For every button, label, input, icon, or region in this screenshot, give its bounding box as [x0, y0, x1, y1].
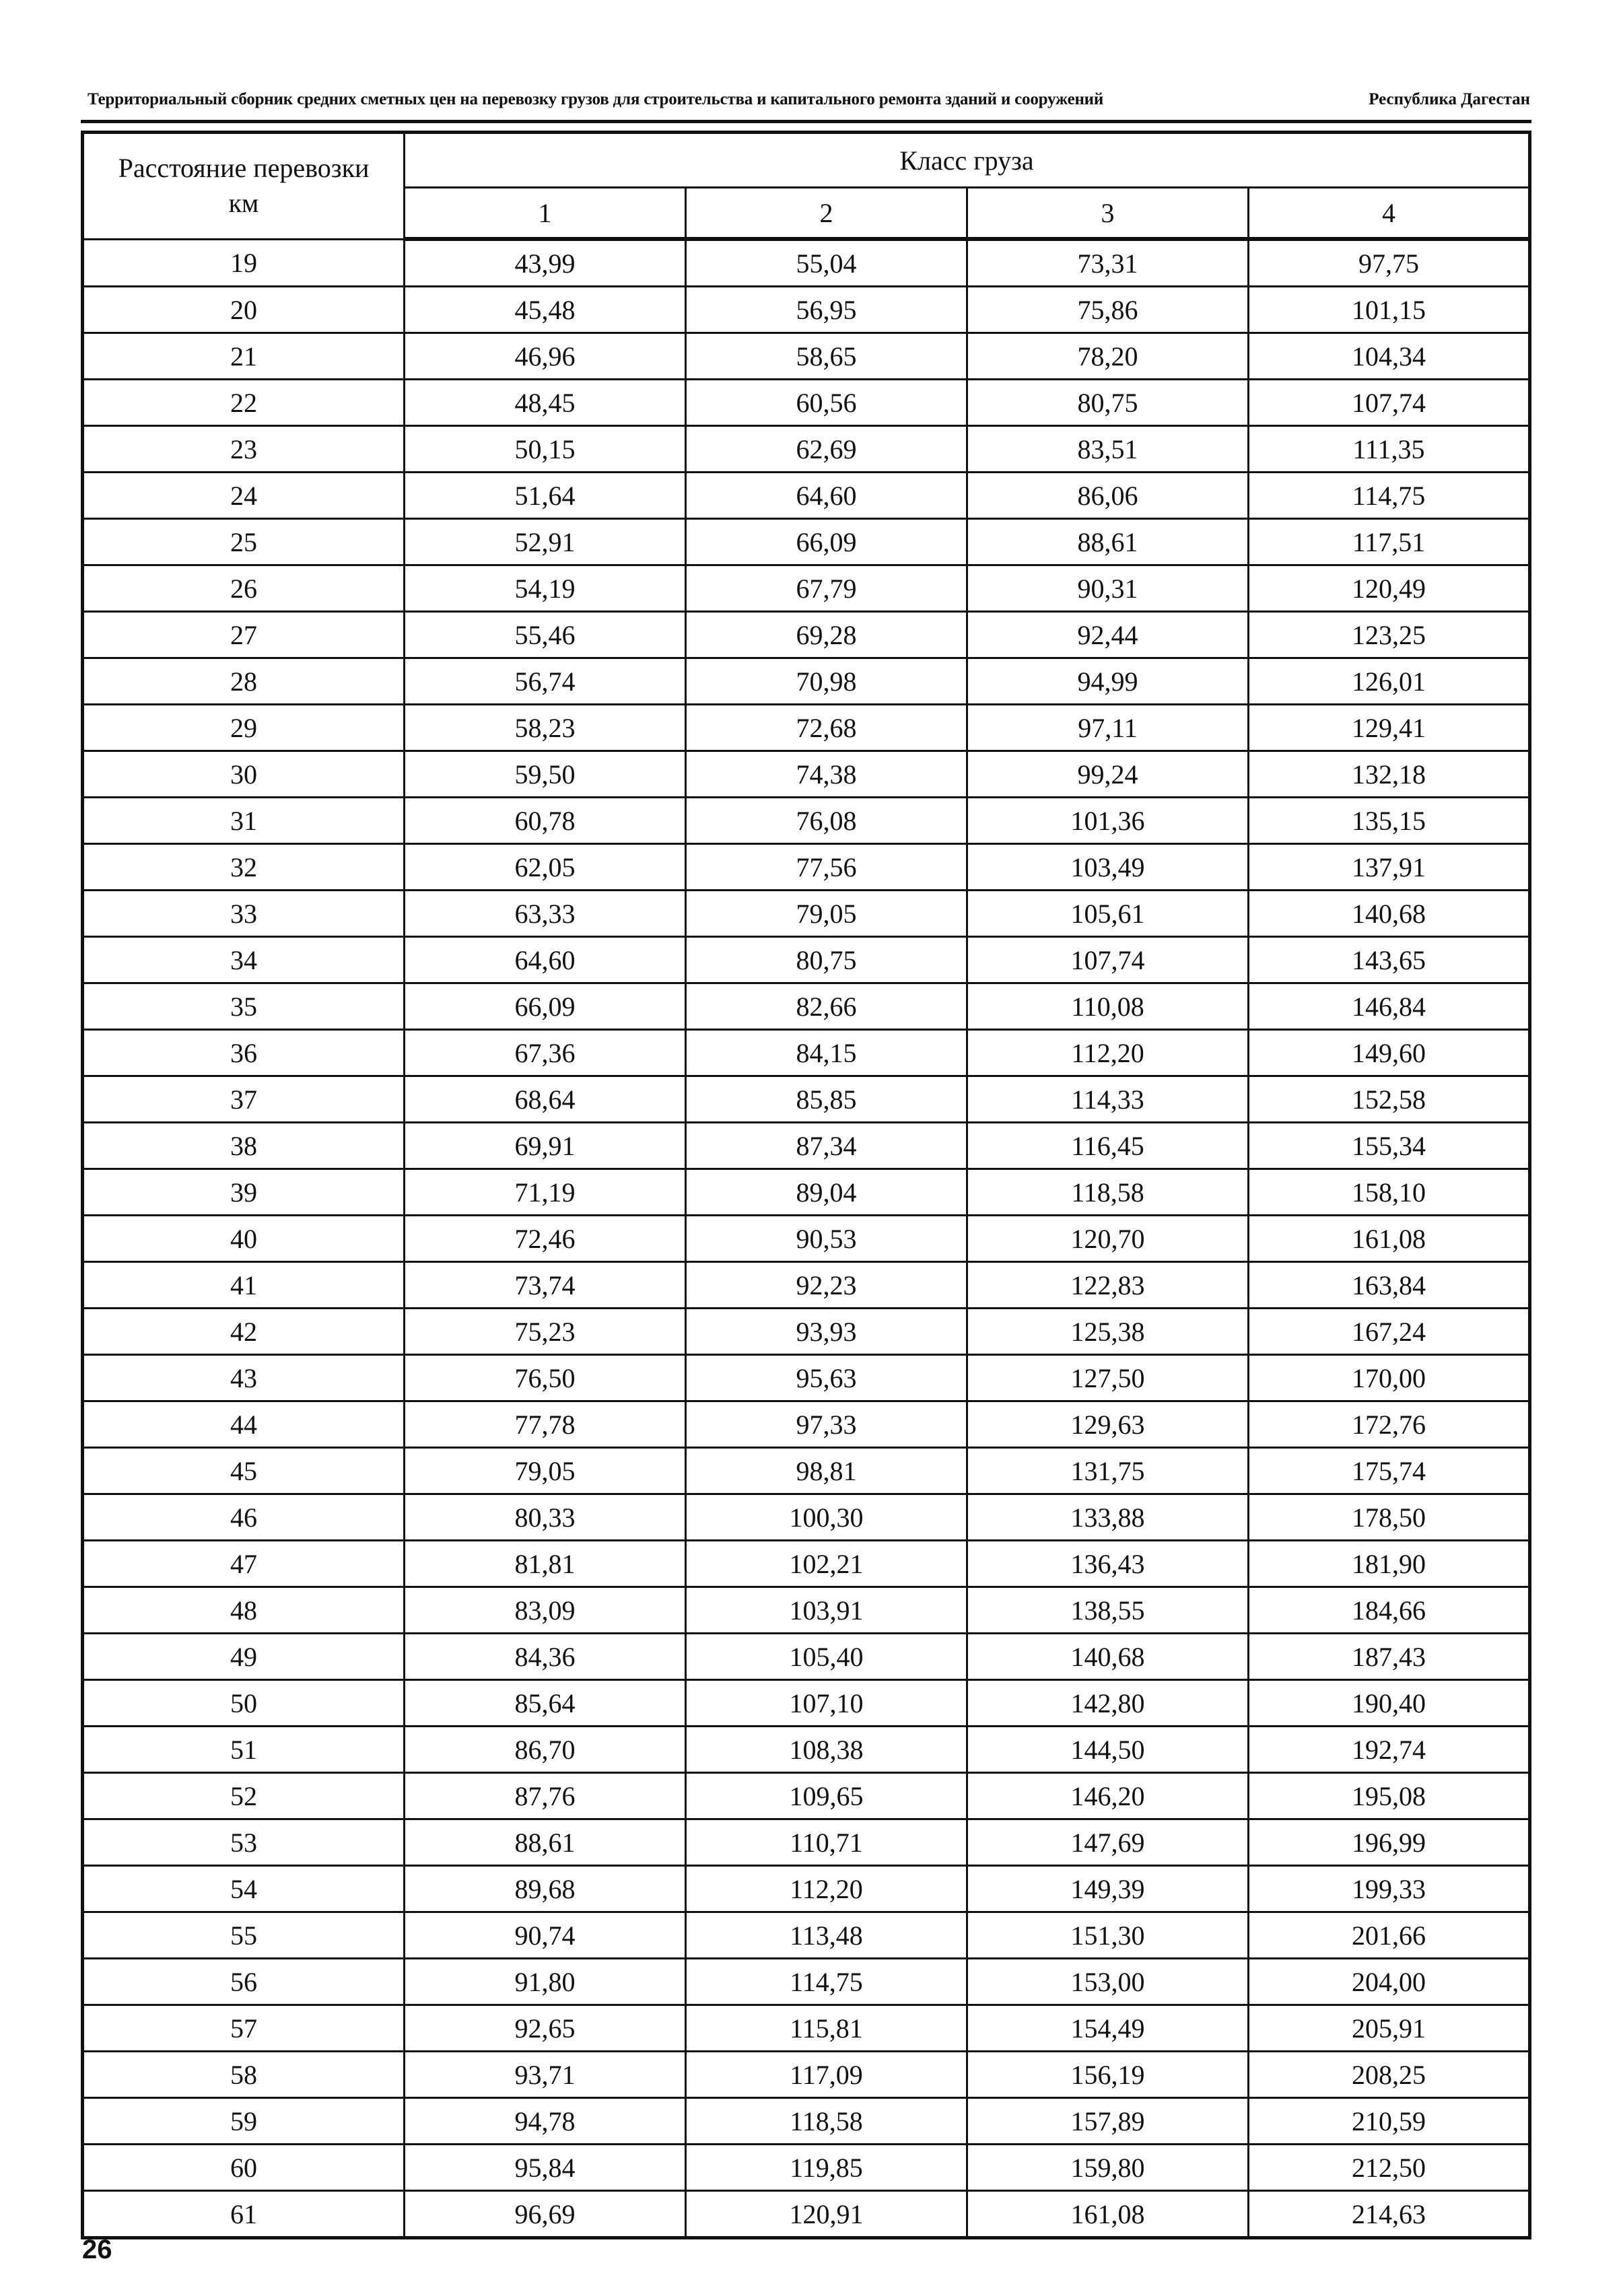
rate-cell: 153,00	[967, 1959, 1249, 2005]
rate-cell: 91,80	[405, 1959, 686, 2005]
rate-cell: 58,65	[686, 333, 967, 380]
table-row	[83, 1819, 1530, 1866]
rate-cell: 107,74	[1249, 380, 1530, 426]
rate-cell: 80,75	[686, 937, 967, 983]
distance-cell: 20	[83, 287, 405, 333]
rate-cell: 172,76	[1249, 1401, 1530, 1448]
rate-cell: 87,76	[405, 1773, 686, 1819]
rate-cell: 129,41	[1249, 705, 1530, 751]
table-body	[83, 239, 1530, 2238]
table-row	[83, 1959, 1530, 2005]
rate-cell: 129,63	[967, 1401, 1249, 1448]
distance-cell: 21	[83, 333, 405, 380]
rate-cell: 80,75	[967, 380, 1249, 426]
rate-cell: 131,75	[967, 1448, 1249, 1494]
distance-cell: 34	[83, 937, 405, 983]
rate-cell: 201,66	[1249, 1912, 1530, 1959]
table-row	[83, 1216, 1530, 1262]
rate-cell: 77,56	[686, 844, 967, 891]
rate-cell: 79,05	[405, 1448, 686, 1494]
table-row	[83, 2191, 1530, 2238]
rate-cell: 137,91	[1249, 844, 1530, 891]
table-header-row	[83, 133, 1530, 188]
table-row	[83, 565, 1530, 612]
rate-cell: 110,71	[686, 1819, 967, 1866]
table-row	[83, 1494, 1530, 1541]
rate-cell: 111,35	[1249, 426, 1530, 473]
rate-cell: 97,11	[967, 705, 1249, 751]
rate-cell: 55,04	[686, 239, 967, 287]
rate-cell: 66,09	[405, 983, 686, 1030]
rate-cell: 113,48	[686, 1912, 967, 1959]
table-row	[83, 1401, 1530, 1448]
distance-cell: 38	[83, 1123, 405, 1169]
rate-cell: 93,93	[686, 1309, 967, 1355]
rate-cell: 120,49	[1249, 565, 1530, 612]
rate-cell: 64,60	[686, 473, 967, 519]
rate-cell: 72,46	[405, 1216, 686, 1262]
rate-cell: 103,91	[686, 1587, 967, 1634]
rate-cell: 159,80	[967, 2145, 1249, 2191]
transport-rates-table	[81, 131, 1531, 2239]
rate-cell: 104,34	[1249, 333, 1530, 380]
rate-cell: 81,81	[405, 1541, 686, 1587]
distance-cell: 58	[83, 2052, 405, 2098]
rate-cell: 107,74	[967, 937, 1249, 983]
class-column-header: 3	[967, 188, 1249, 240]
table-row	[83, 1773, 1530, 1819]
rate-cell: 101,36	[967, 798, 1249, 844]
rate-cell: 55,46	[405, 612, 686, 658]
rate-cell: 102,21	[686, 1541, 967, 1587]
table-row	[83, 1727, 1530, 1773]
table-row	[83, 1309, 1530, 1355]
rate-cell: 90,74	[405, 1912, 686, 1959]
table-row	[83, 1355, 1530, 1401]
table-row	[83, 473, 1530, 519]
rate-cell: 212,50	[1249, 2145, 1530, 2191]
rate-cell: 89,04	[686, 1169, 967, 1216]
distance-cell: 32	[83, 844, 405, 891]
rate-cell: 138,55	[967, 1587, 1249, 1634]
rate-cell: 161,08	[967, 2191, 1249, 2238]
rate-cell: 101,15	[1249, 287, 1530, 333]
rate-cell: 119,85	[686, 2145, 967, 2191]
rate-cell: 56,74	[405, 658, 686, 705]
rate-cell: 54,19	[405, 565, 686, 612]
rate-cell: 163,84	[1249, 1262, 1530, 1309]
rate-cell: 60,56	[686, 380, 967, 426]
distance-cell: 26	[83, 565, 405, 612]
rate-cell: 170,00	[1249, 1355, 1530, 1401]
rate-cell: 83,51	[967, 426, 1249, 473]
table-row	[83, 937, 1530, 983]
table-row	[83, 2145, 1530, 2191]
rate-cell: 73,74	[405, 1262, 686, 1309]
rate-cell: 67,36	[405, 1030, 686, 1076]
distance-cell: 23	[83, 426, 405, 473]
rate-cell: 85,85	[686, 1076, 967, 1123]
rate-cell: 59,50	[405, 751, 686, 798]
distance-cell: 33	[83, 891, 405, 937]
rate-cell: 80,33	[405, 1494, 686, 1541]
rate-cell: 204,00	[1249, 1959, 1530, 2005]
rate-cell: 114,75	[1249, 473, 1530, 519]
rate-cell: 175,74	[1249, 1448, 1530, 1494]
rate-cell: 97,33	[686, 1401, 967, 1448]
table-row	[83, 1866, 1530, 1912]
rate-cell: 85,64	[405, 1680, 686, 1727]
distance-cell: 50	[83, 1680, 405, 1727]
table-row	[83, 751, 1530, 798]
rate-cell: 214,63	[1249, 2191, 1530, 2238]
rate-cell: 142,80	[967, 1680, 1249, 1727]
distance-header-unit: км	[228, 188, 259, 219]
rate-cell: 63,33	[405, 891, 686, 937]
rate-cell: 140,68	[967, 1634, 1249, 1680]
rate-cell: 152,58	[1249, 1076, 1530, 1123]
rate-cell: 161,08	[1249, 1216, 1530, 1262]
rate-cell: 79,05	[686, 891, 967, 937]
rate-cell: 110,08	[967, 983, 1249, 1030]
rate-cell: 199,33	[1249, 1866, 1530, 1912]
rate-cell: 158,10	[1249, 1169, 1530, 1216]
distance-cell: 40	[83, 1216, 405, 1262]
rate-cell: 67,79	[686, 565, 967, 612]
distance-cell: 45	[83, 1448, 405, 1494]
rate-cell: 156,19	[967, 2052, 1249, 2098]
rate-cell: 71,19	[405, 1169, 686, 1216]
rate-cell: 95,84	[405, 2145, 686, 2191]
table-row	[83, 983, 1530, 1030]
distance-cell: 24	[83, 473, 405, 519]
table-row	[83, 1912, 1530, 1959]
rate-cell: 123,25	[1249, 612, 1530, 658]
rate-cell: 154,49	[967, 2005, 1249, 2052]
table-row	[83, 287, 1530, 333]
rate-cell: 105,40	[686, 1634, 967, 1680]
table-row	[83, 798, 1530, 844]
rate-cell: 167,24	[1249, 1309, 1530, 1355]
rate-cell: 100,30	[686, 1494, 967, 1541]
rate-cell: 52,91	[405, 519, 686, 565]
rate-cell: 92,44	[967, 612, 1249, 658]
distance-cell: 43	[83, 1355, 405, 1401]
rate-cell: 135,15	[1249, 798, 1530, 844]
rate-cell: 73,31	[967, 239, 1249, 287]
distance-cell: 39	[83, 1169, 405, 1216]
rate-cell: 115,81	[686, 2005, 967, 2052]
rate-cell: 208,25	[1249, 2052, 1530, 2098]
rate-cell: 64,60	[405, 937, 686, 983]
table-row	[83, 1076, 1530, 1123]
rate-cell: 97,75	[1249, 239, 1530, 287]
distance-cell: 37	[83, 1076, 405, 1123]
distance-cell: 57	[83, 2005, 405, 2052]
table-row	[83, 1262, 1530, 1309]
distance-cell: 44	[83, 1401, 405, 1448]
rate-cell: 114,75	[686, 1959, 967, 2005]
rate-cell: 92,65	[405, 2005, 686, 2052]
rate-cell: 184,66	[1249, 1587, 1530, 1634]
rate-cell: 99,24	[967, 751, 1249, 798]
rate-cell: 127,50	[967, 1355, 1249, 1401]
class-column-header: 2	[686, 188, 967, 240]
rate-cell: 94,99	[967, 658, 1249, 705]
rate-cell: 75,86	[967, 287, 1249, 333]
rate-cell: 48,45	[405, 380, 686, 426]
distance-cell: 27	[83, 612, 405, 658]
table-row	[83, 612, 1530, 658]
rate-cell: 75,23	[405, 1309, 686, 1355]
rates-table-container	[81, 131, 1531, 2229]
running-header	[81, 79, 1531, 123]
rate-cell: 118,58	[967, 1169, 1249, 1216]
table-row	[83, 519, 1530, 565]
distance-header-label: Расстояние перевозки	[118, 153, 370, 184]
rate-cell: 88,61	[967, 519, 1249, 565]
region-name: Республика Дагестан	[1369, 90, 1530, 108]
table-row	[83, 2052, 1530, 2098]
rate-cell: 132,18	[1249, 751, 1530, 798]
rate-cell: 144,50	[967, 1727, 1249, 1773]
distance-cell: 60	[83, 2145, 405, 2191]
rate-cell: 116,45	[967, 1123, 1249, 1169]
rate-cell: 89,68	[405, 1866, 686, 1912]
table-row	[83, 239, 1530, 287]
distance-cell: 49	[83, 1634, 405, 1680]
distance-cell: 41	[83, 1262, 405, 1309]
table-row	[83, 380, 1530, 426]
rate-cell: 69,28	[686, 612, 967, 658]
distance-cell: 54	[83, 1866, 405, 1912]
distance-cell: 35	[83, 983, 405, 1030]
rate-cell: 196,99	[1249, 1819, 1530, 1866]
rate-cell: 82,66	[686, 983, 967, 1030]
table-row	[83, 844, 1530, 891]
rate-cell: 118,58	[686, 2098, 967, 2145]
rate-cell: 117,51	[1249, 519, 1530, 565]
table-row	[83, 1541, 1530, 1587]
rate-cell: 105,61	[967, 891, 1249, 937]
table-row	[83, 1680, 1530, 1727]
rate-cell: 84,36	[405, 1634, 686, 1680]
table-row	[83, 705, 1530, 751]
rate-cell: 84,15	[686, 1030, 967, 1076]
rate-cell: 112,20	[967, 1030, 1249, 1076]
distance-column-header	[83, 133, 405, 240]
rate-cell: 90,31	[967, 565, 1249, 612]
rate-cell: 140,68	[1249, 891, 1530, 937]
rate-cell: 120,70	[967, 1216, 1249, 1262]
rate-cell: 149,60	[1249, 1030, 1530, 1076]
distance-cell: 56	[83, 1959, 405, 2005]
table-row	[83, 1123, 1530, 1169]
distance-cell: 48	[83, 1587, 405, 1634]
rate-cell: 45,48	[405, 287, 686, 333]
rate-cell: 136,43	[967, 1541, 1249, 1587]
rate-cell: 92,23	[686, 1262, 967, 1309]
table-row	[83, 658, 1530, 705]
rate-cell: 86,70	[405, 1727, 686, 1773]
distance-cell: 46	[83, 1494, 405, 1541]
rate-cell: 62,05	[405, 844, 686, 891]
distance-cell: 30	[83, 751, 405, 798]
rate-cell: 51,64	[405, 473, 686, 519]
rate-cell: 58,23	[405, 705, 686, 751]
rate-cell: 74,38	[686, 751, 967, 798]
class-column-header: 1	[405, 188, 686, 240]
rate-cell: 94,78	[405, 2098, 686, 2145]
table-row	[83, 1587, 1530, 1634]
distance-cell: 19	[83, 239, 405, 287]
rate-cell: 157,89	[967, 2098, 1249, 2145]
rate-cell: 146,20	[967, 1773, 1249, 1819]
rate-cell: 86,06	[967, 473, 1249, 519]
rate-cell: 76,08	[686, 798, 967, 844]
rate-cell: 72,68	[686, 705, 967, 751]
rate-cell: 122,83	[967, 1262, 1249, 1309]
class-column-header: 4	[1249, 188, 1530, 240]
rate-cell: 56,95	[686, 287, 967, 333]
rate-cell: 205,91	[1249, 2005, 1530, 2052]
rate-cell: 93,71	[405, 2052, 686, 2098]
rate-cell: 155,34	[1249, 1123, 1530, 1169]
distance-cell: 31	[83, 798, 405, 844]
table-row	[83, 891, 1530, 937]
rate-cell: 62,69	[686, 426, 967, 473]
rate-cell: 78,20	[967, 333, 1249, 380]
rate-cell: 126,01	[1249, 658, 1530, 705]
document-title: Территориальный сборник средних сметных цен на перевозку грузов для строительства и капитального ремонта зданий и сооружений	[88, 90, 1104, 108]
rate-cell: 68,64	[405, 1076, 686, 1123]
rate-cell: 108,38	[686, 1727, 967, 1773]
rate-cell: 147,69	[967, 1819, 1249, 1866]
rate-cell: 76,50	[405, 1355, 686, 1401]
rate-cell: 96,69	[405, 2191, 686, 2238]
table-row	[83, 2098, 1530, 2145]
table-row	[83, 1030, 1530, 1076]
rate-cell: 46,96	[405, 333, 686, 380]
distance-cell: 47	[83, 1541, 405, 1587]
distance-cell: 36	[83, 1030, 405, 1076]
rate-cell: 187,43	[1249, 1634, 1530, 1680]
table-row	[83, 333, 1530, 380]
rate-cell: 190,40	[1249, 1680, 1530, 1727]
rate-cell: 90,53	[686, 1216, 967, 1262]
distance-cell: 22	[83, 380, 405, 426]
table-row	[83, 426, 1530, 473]
table-row	[83, 1448, 1530, 1494]
rate-cell: 143,65	[1249, 937, 1530, 983]
rate-cell: 181,90	[1249, 1541, 1530, 1587]
rate-cell: 195,08	[1249, 1773, 1530, 1819]
rate-cell: 192,74	[1249, 1727, 1530, 1773]
rate-cell: 103,49	[967, 844, 1249, 891]
distance-cell: 55	[83, 1912, 405, 1959]
cargo-class-header: Класс груза	[405, 133, 1530, 188]
distance-cell: 53	[83, 1819, 405, 1866]
rate-cell: 120,91	[686, 2191, 967, 2238]
rate-cell: 50,15	[405, 426, 686, 473]
rate-cell: 88,61	[405, 1819, 686, 1866]
distance-cell: 51	[83, 1727, 405, 1773]
rate-cell: 114,33	[967, 1076, 1249, 1123]
rate-cell: 151,30	[967, 1912, 1249, 1959]
rate-cell: 95,63	[686, 1355, 967, 1401]
page-number: 26	[82, 2235, 112, 2264]
distance-cell: 52	[83, 1773, 405, 1819]
rate-cell: 69,91	[405, 1123, 686, 1169]
rate-cell: 60,78	[405, 798, 686, 844]
rate-cell: 87,34	[686, 1123, 967, 1169]
rate-cell: 149,39	[967, 1866, 1249, 1912]
rate-cell: 210,59	[1249, 2098, 1530, 2145]
rate-cell: 107,10	[686, 1680, 967, 1727]
rate-cell: 109,65	[686, 1773, 967, 1819]
rate-cell: 66,09	[686, 519, 967, 565]
rate-cell: 70,98	[686, 658, 967, 705]
table-row	[83, 1169, 1530, 1216]
rate-cell: 83,09	[405, 1587, 686, 1634]
distance-cell: 59	[83, 2098, 405, 2145]
rate-cell: 98,81	[686, 1448, 967, 1494]
distance-cell: 61	[83, 2191, 405, 2238]
table-row	[83, 1634, 1530, 1680]
rate-cell: 77,78	[405, 1401, 686, 1448]
table-row	[83, 2005, 1530, 2052]
distance-cell: 25	[83, 519, 405, 565]
rate-cell: 178,50	[1249, 1494, 1530, 1541]
rate-cell: 112,20	[686, 1866, 967, 1912]
distance-cell: 29	[83, 705, 405, 751]
distance-cell: 42	[83, 1309, 405, 1355]
rate-cell: 133,88	[967, 1494, 1249, 1541]
distance-cell: 28	[83, 658, 405, 705]
rate-cell: 117,09	[686, 2052, 967, 2098]
rate-cell: 43,99	[405, 239, 686, 287]
rate-cell: 125,38	[967, 1309, 1249, 1355]
rate-cell: 146,84	[1249, 983, 1530, 1030]
